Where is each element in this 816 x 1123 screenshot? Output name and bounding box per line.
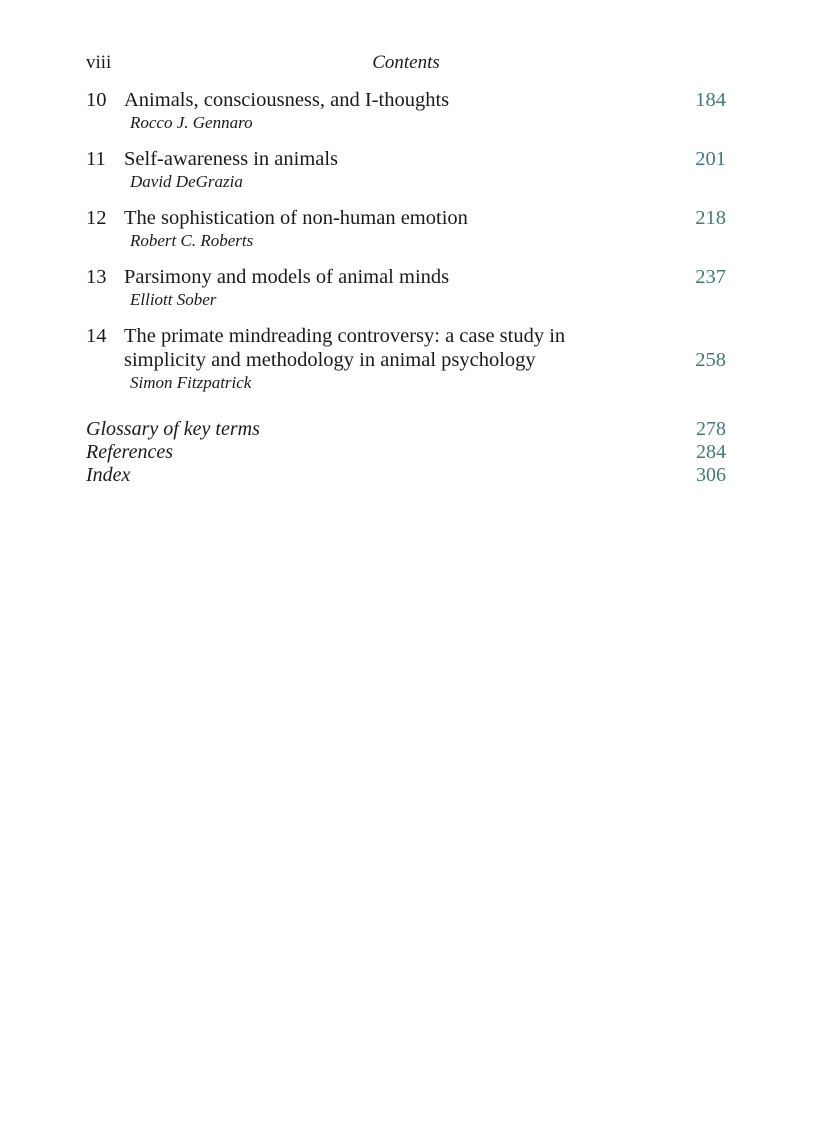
chapter-title-line	[86, 206, 726, 230]
backmatter-title: Glossary of key terms	[86, 418, 260, 440]
backmatter-title: Index	[86, 464, 131, 486]
chapter-number: 14	[86, 325, 107, 347]
chapter-page-number: 258	[695, 349, 726, 371]
chapter-title: Animals, consciousness, and I-thoughts	[124, 89, 450, 111]
chapter-author: Simon Fitzpatrick	[130, 373, 252, 392]
toc-entry-glossary[interactable]	[86, 418, 726, 441]
chapter-title: Parsimony and models of animal minds	[124, 266, 450, 288]
toc-entry-chapter-13[interactable]	[86, 265, 726, 313]
chapter-title-line	[86, 324, 726, 348]
chapter-page-number: 218	[695, 207, 726, 229]
chapter-number: 10	[86, 89, 107, 111]
chapter-number: 11	[86, 148, 106, 170]
backmatter-page-number: 278	[696, 418, 726, 440]
chapter-page-number: 184	[695, 89, 726, 111]
toc-entry-index[interactable]	[86, 464, 726, 487]
chapter-title: The primate mindreading controversy: a case study in	[124, 325, 566, 347]
running-head	[86, 52, 726, 78]
chapter-title-continued: simplicity and methodology in animal psychology	[124, 349, 536, 371]
toc-entry-references[interactable]	[86, 441, 726, 464]
chapter-author: Elliott Sober	[130, 290, 217, 309]
backmatter-page-number: 284	[696, 441, 726, 463]
chapter-title-line	[86, 88, 726, 112]
chapter-title-line	[86, 265, 726, 289]
running-title: Contents	[372, 52, 440, 73]
chapter-title: The sophistication of non-human emotion	[124, 207, 468, 229]
chapter-author: Robert C. Roberts	[130, 231, 254, 250]
chapter-title-line	[86, 348, 726, 372]
chapter-page-number: 237	[695, 266, 726, 288]
chapter-author: Rocco J. Gennaro	[130, 113, 253, 132]
chapter-number: 13	[86, 266, 107, 288]
chapter-title-line	[86, 147, 726, 171]
page-folio: viii	[86, 52, 112, 73]
toc-entry-chapter-11[interactable]	[86, 147, 726, 195]
chapter-title: Self-awareness in animals	[124, 148, 339, 170]
table-of-contents	[86, 88, 726, 487]
toc-entry-chapter-10[interactable]	[86, 88, 726, 136]
toc-entry-chapter-12[interactable]	[86, 206, 726, 254]
backmatter-title: References	[86, 441, 173, 463]
toc-entry-chapter-14[interactable]	[86, 324, 726, 396]
chapter-author: David DeGrazia	[130, 172, 243, 191]
backmatter-list	[86, 418, 726, 487]
backmatter-page-number: 306	[696, 464, 726, 486]
chapter-page-number: 201	[695, 148, 726, 170]
chapter-number: 12	[86, 207, 107, 229]
